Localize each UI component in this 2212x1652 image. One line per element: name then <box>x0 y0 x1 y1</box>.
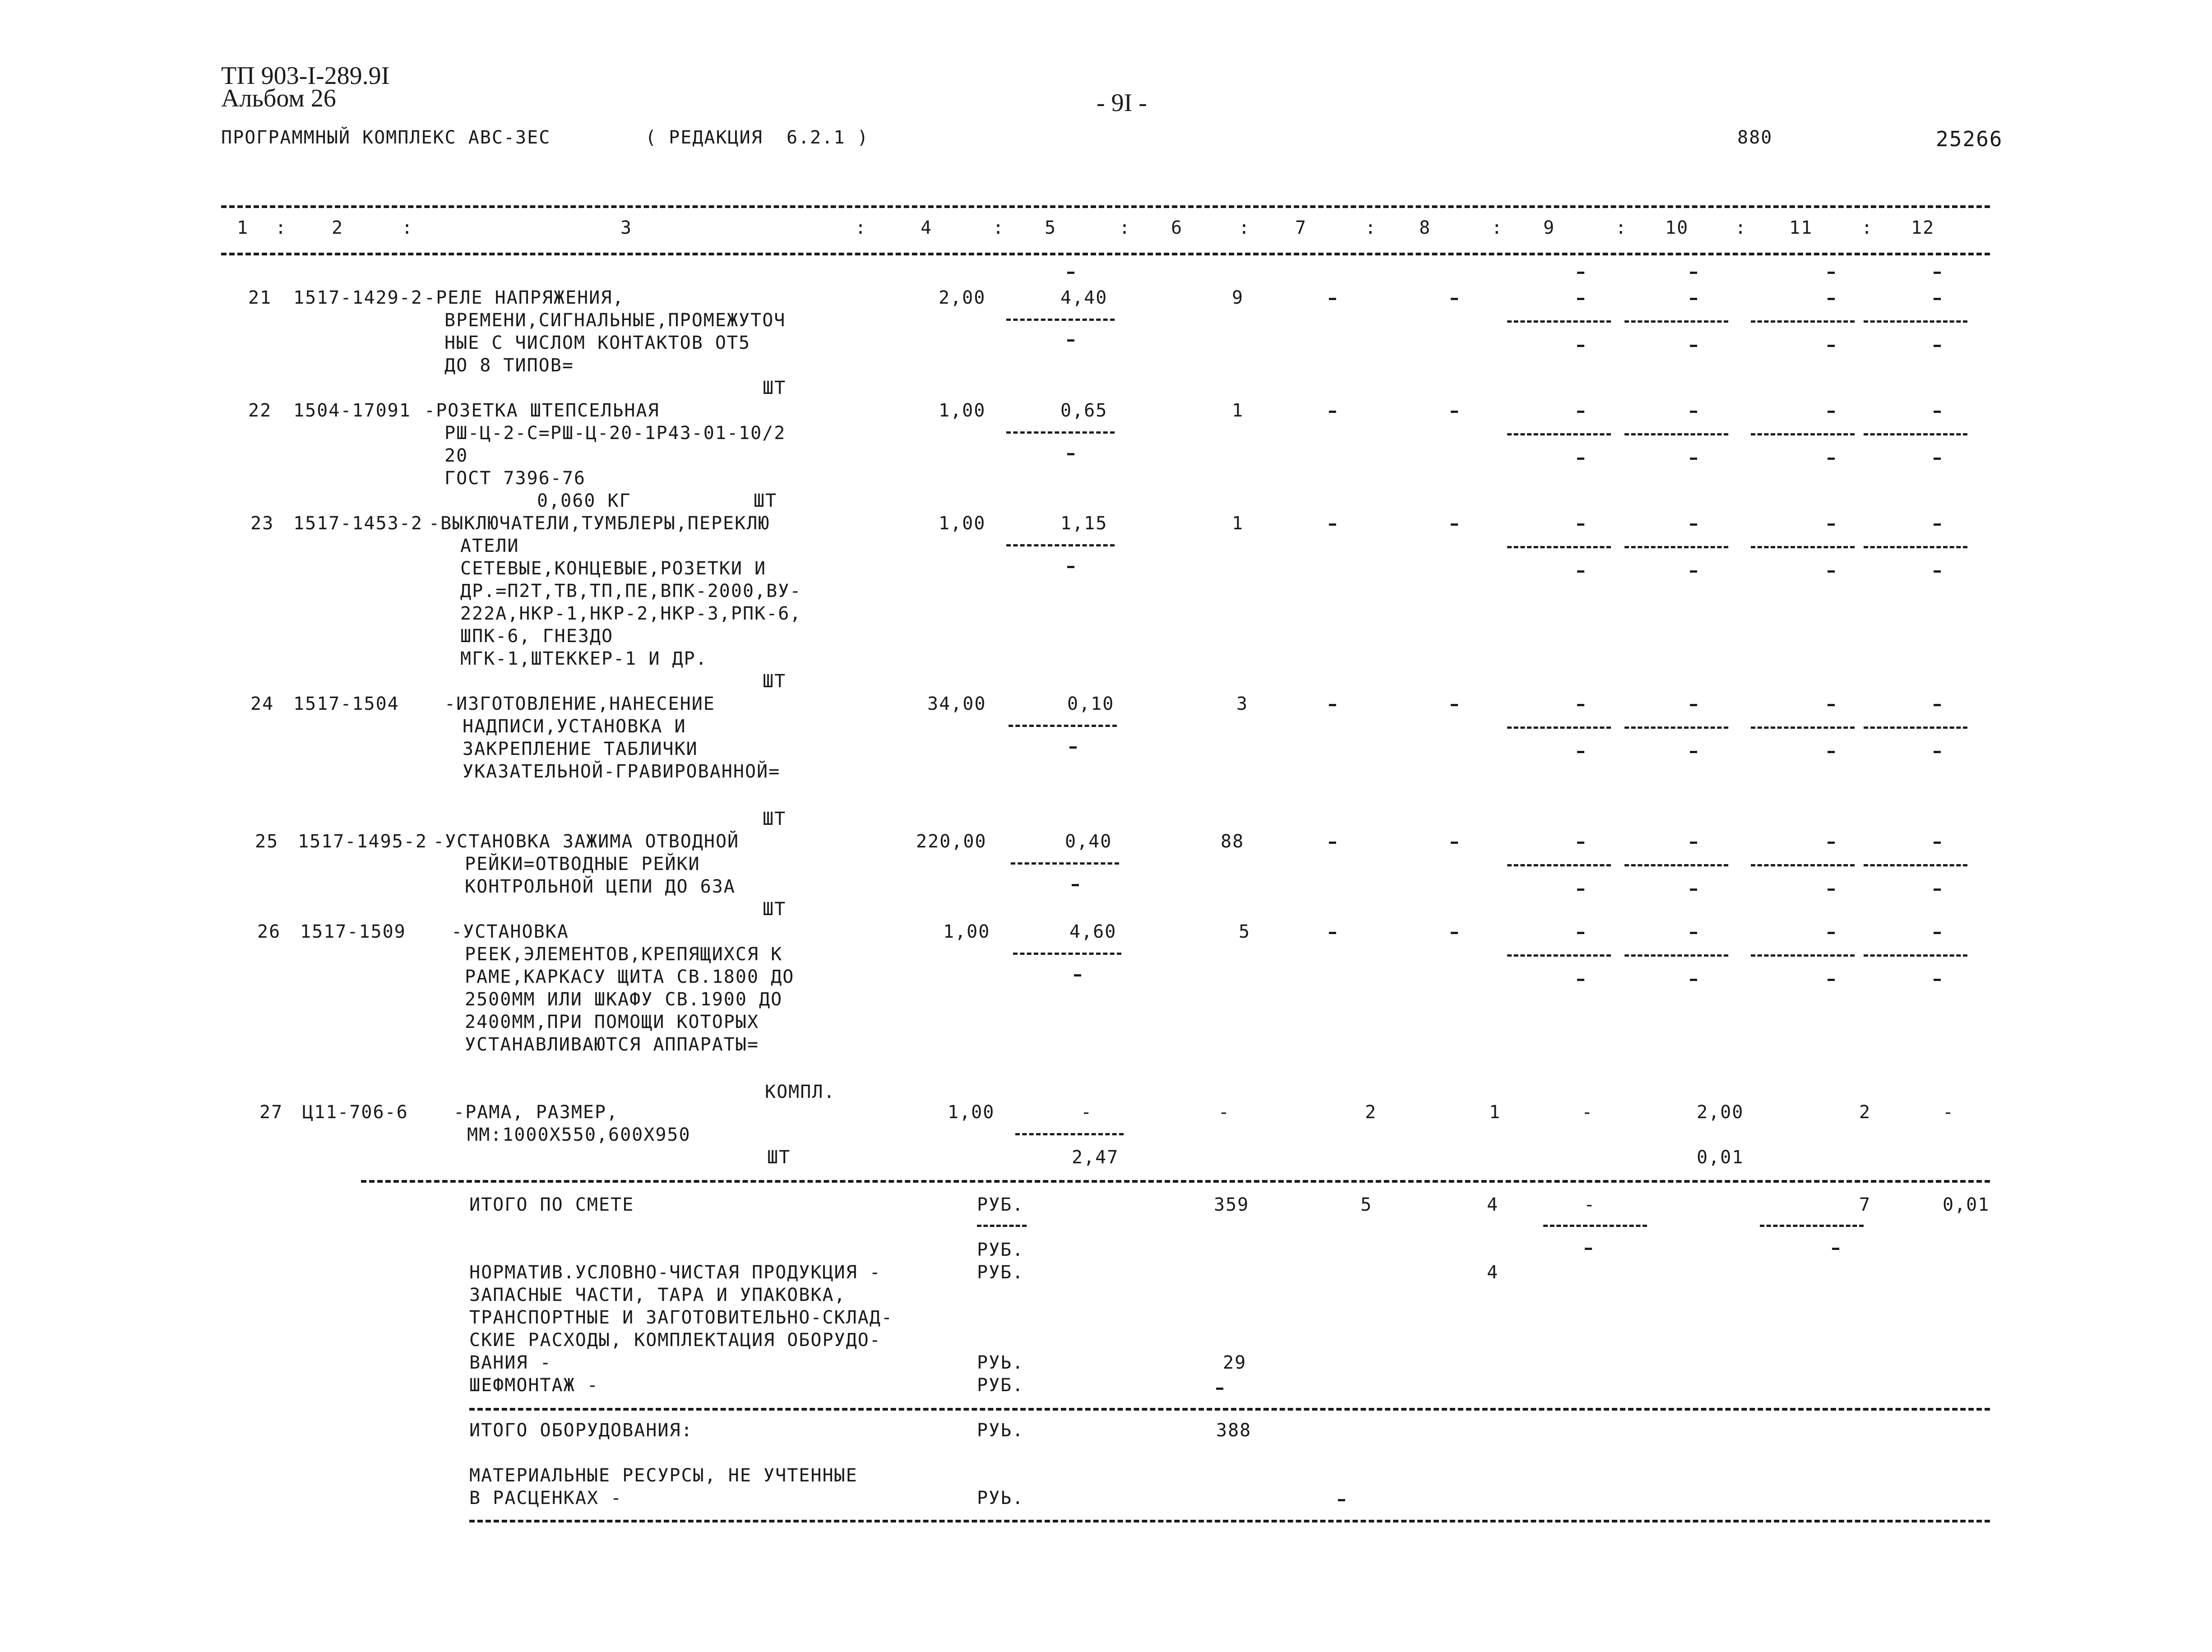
row-description-line: РЕЕК,ЭЛЕМЕНТОВ,КРЕПЯЩИХСЯ К <box>465 944 783 965</box>
dash-mark <box>1451 298 1458 300</box>
row-code: 1517-1453-2 <box>293 513 423 534</box>
dash-mark <box>1072 884 1079 886</box>
dash-rule <box>1507 433 1611 435</box>
dash-mark <box>1934 842 1941 844</box>
dash-mark <box>1690 888 1697 891</box>
dash-mark <box>1451 932 1458 934</box>
column-divider: : <box>275 217 287 238</box>
bottom-rule <box>469 1520 1990 1522</box>
row-unit: ШТ <box>763 378 787 398</box>
dash-mark <box>1338 1499 1345 1501</box>
row-description-line: НЫЕ С ЧИСЛОМ КОНТАКТОВ ОТ5 <box>444 333 751 353</box>
shefmontazh-label: ШЕФМОНТАЖ - <box>469 1375 599 1396</box>
equipment-total-label: ИТОГО ОБОРУДОВАНИЯ: <box>469 1420 693 1441</box>
row-dash-rule <box>1013 953 1121 955</box>
row-col6: 88 <box>1221 831 1245 852</box>
column-header: 7 <box>1295 217 1307 238</box>
row-unit: КОМПЛ. <box>765 1082 836 1102</box>
dash-rule <box>1864 864 1967 866</box>
equipment-total-rule <box>469 1408 1990 1411</box>
column-divider: : <box>993 217 1005 238</box>
dash-mark <box>1069 746 1077 749</box>
smeta-col9: - <box>1584 1194 1596 1215</box>
dash-mark <box>1690 345 1697 347</box>
dash-mark <box>1067 339 1074 342</box>
header-code-a: 880 <box>1737 127 1773 148</box>
row-code: 1517-1504 <box>293 694 399 714</box>
dash-mark <box>1577 888 1584 891</box>
dash-mark <box>1934 272 1941 274</box>
row-description-line: 20 <box>444 445 468 466</box>
header-code-b: 25266 <box>1936 127 2003 151</box>
dash-mark <box>1451 704 1458 706</box>
dash-rule <box>1864 320 1967 323</box>
column-header: 1 <box>237 217 249 238</box>
dash-mark <box>1828 704 1835 706</box>
equipment-total-col6: 388 <box>1216 1420 1252 1441</box>
row-dash-rule <box>1015 1133 1124 1135</box>
row-description-line: ШПК-6, ГНЕЗДО <box>460 626 614 647</box>
column-header: 11 <box>1789 217 1813 238</box>
column-header: 6 <box>1171 217 1183 238</box>
row-col9: - <box>1582 1102 1594 1123</box>
smeta-col6: 359 <box>1214 1194 1249 1215</box>
dash-mark <box>1828 345 1835 347</box>
dash-mark <box>1690 751 1697 753</box>
rub-unit: РУБ. <box>977 1375 1024 1396</box>
column-divider: : <box>1365 217 1377 238</box>
row-quantity: 2,00 <box>939 287 986 308</box>
dash-mark <box>1585 1248 1592 1250</box>
dash-mark <box>1690 704 1697 706</box>
dash-rule <box>1864 546 1967 548</box>
row-description-line: УСТАНАВЛИВАЮТСЯ АППАРАТЫ= <box>465 1034 759 1055</box>
dash-mark <box>1329 298 1336 300</box>
row-description-line: АТЕЛИ <box>460 536 519 556</box>
column-divider: : <box>1239 217 1251 238</box>
dash-mark <box>1832 1248 1839 1250</box>
row-quantity: 34,00 <box>927 694 986 714</box>
dash-mark <box>1451 411 1458 413</box>
row-description-line: -РЕЛЕ НАПРЯЖЕНИЯ, <box>424 287 625 308</box>
dash-mark <box>1934 345 1941 347</box>
dash-mark <box>1934 523 1941 526</box>
dash-mark <box>1067 566 1074 568</box>
row-col6: - <box>1218 1102 1231 1123</box>
row-price: 0,40 <box>1065 831 1112 852</box>
row-unit: ШТ <box>763 899 787 920</box>
header-bottom-rule <box>221 253 1990 255</box>
rub-unit: РУБ. <box>977 1240 1024 1260</box>
row-price: 1,15 <box>1060 513 1108 534</box>
dash-mark <box>1690 570 1697 573</box>
row-col6: 1 <box>1232 400 1244 421</box>
dash-mark <box>1577 704 1584 706</box>
dash-mark <box>1828 458 1835 460</box>
normativ-col8: 4 <box>1487 1262 1499 1283</box>
row-col8: 1 <box>1489 1102 1501 1123</box>
row-number: 27 <box>259 1102 283 1123</box>
column-header: 3 <box>620 217 633 238</box>
row-col10-b: 0,01 <box>1697 1147 1744 1168</box>
normativ-line: ЗАПАСНЫЕ ЧАСТИ, ТАРА И УПАКОВКА, <box>469 1285 846 1305</box>
row-code: 1517-1509 <box>300 921 406 942</box>
dash-mark <box>1934 751 1941 753</box>
row-code: 1517-1429-2 <box>293 287 423 308</box>
dash-mark <box>1577 570 1584 573</box>
dash-mark <box>1577 523 1584 526</box>
column-divider: : <box>1861 217 1874 238</box>
column-header: 2 <box>332 217 344 238</box>
rub-unit: РУБ. <box>977 1194 1024 1215</box>
row-col6: 1 <box>1232 513 1244 534</box>
dash-rule <box>1864 433 1967 435</box>
row-quantity: 1,00 <box>943 921 990 942</box>
row-col11: 2 <box>1859 1102 1871 1123</box>
dash-mark <box>1216 1388 1223 1390</box>
row-code: Ц11-706-6 <box>302 1102 408 1123</box>
row-description-line: КОНТРОЛЬНОЙ ЦЕПИ ДО 63А <box>465 876 736 897</box>
dash-mark <box>1828 411 1835 413</box>
dash-mark <box>1934 570 1941 573</box>
dash-mark <box>1690 842 1697 844</box>
dash-mark <box>1577 272 1584 274</box>
row-description-line: ЗАКРЕПЛЕНИЕ ТАБЛИЧКИ <box>463 739 698 759</box>
edition-label: ( РЕДАКЦИЯ 6.2.1 ) <box>645 127 869 148</box>
dash-mark <box>1934 458 1941 460</box>
row-description-line: ГОСТ 7396-76 <box>444 468 586 489</box>
dash-rule <box>1624 320 1728 323</box>
program-name: ПРОГРАММНЫЙ КОМПЛЕКС АВС-ЗЕС <box>221 127 551 148</box>
row-dash-rule <box>1006 544 1115 546</box>
dash-rule <box>1507 864 1611 866</box>
dash-rule <box>1751 954 1855 957</box>
row-price: - <box>1081 1102 1093 1123</box>
row-col6: 3 <box>1236 694 1249 714</box>
row-description-line: -ВЫКЛЮЧАТЕЛИ,ТУМБЛЕРЫ,ПЕРЕКЛЮ <box>429 513 770 534</box>
row-description-line: 2500ММ ИЛИ ШКАФУ СВ.1900 ДО <box>465 989 783 1010</box>
smeta-col12: 0,01 <box>1943 1194 1990 1215</box>
dash-mark <box>1690 298 1697 300</box>
rub-unit: РУЬ. <box>977 1352 1024 1373</box>
column-header: 4 <box>921 217 933 238</box>
rub-unit: РУЬ. <box>977 1420 1024 1441</box>
row-col6: 5 <box>1239 921 1251 942</box>
row-unit: ШТ <box>763 809 787 829</box>
dash-rule <box>1507 546 1611 548</box>
row-description-line: 0,060 КГ <box>537 491 631 511</box>
dash-rule <box>1751 320 1855 323</box>
col9-rule <box>1543 1225 1647 1227</box>
smeta-col11: 7 <box>1859 1194 1871 1215</box>
dash-mark <box>1828 523 1835 526</box>
dash-mark <box>1934 888 1941 891</box>
col11-rule <box>1760 1225 1864 1227</box>
row-col7: 2 <box>1365 1102 1377 1123</box>
album-label: Альбом 26 <box>221 84 336 112</box>
row-price-2: 2,47 <box>1072 1147 1119 1168</box>
dash-mark <box>1690 979 1697 981</box>
vaniya-col6: 29 <box>1223 1352 1247 1373</box>
row-description-line: ДО 8 ТИПОВ= <box>444 355 574 376</box>
row-col12: - <box>1943 1102 1955 1123</box>
row-number: 25 <box>255 831 279 852</box>
dash-mark <box>1577 411 1584 413</box>
dash-rule <box>1624 727 1728 729</box>
rub-unit: РУБ. <box>977 1262 1024 1283</box>
dash-mark <box>1690 523 1697 526</box>
row-dash-rule <box>1006 431 1115 434</box>
row-description-line: РЕЙКИ=ОТВОДНЫЕ РЕЙКИ <box>465 854 700 875</box>
row-number: 21 <box>248 287 272 308</box>
row-number: 24 <box>250 694 274 714</box>
row-dash-rule <box>1006 319 1115 321</box>
dash-rule <box>1507 954 1611 957</box>
normativ-line: ТРАНСПОРТНЫЕ И ЗАГОТОВИТЕЛЬНО-СКЛАД- <box>469 1307 893 1328</box>
dash-rule <box>1864 954 1967 957</box>
dash-rule <box>1507 320 1611 323</box>
totals-top-rule <box>361 1180 1990 1183</box>
row-price: 4,60 <box>1069 921 1117 942</box>
row-description-line: 222А,НКР-1,НКР-2,НКР-3,РПК-6, <box>460 603 802 624</box>
smeta-col7: 5 <box>1361 1194 1373 1215</box>
row-description-line: -РОЗЕТКА ШТЕПСЕЛЬНАЯ <box>424 400 660 421</box>
dash-rule <box>1507 727 1611 729</box>
dash-mark <box>1934 704 1941 706</box>
dash-mark <box>1577 979 1584 981</box>
row-col10: 2,00 <box>1697 1102 1744 1123</box>
page-number: - 9I - <box>1097 89 1147 117</box>
row-description-line: -ИЗГОТОВЛЕНИЕ,НАНЕСЕНИЕ <box>444 694 715 714</box>
dash-mark <box>1329 842 1336 844</box>
material-line: В РАСЦЕНКАХ - <box>469 1488 623 1509</box>
row-description-line: -УСТАНОВКА <box>451 921 569 942</box>
dash-mark <box>1451 842 1458 844</box>
dash-mark <box>1690 272 1697 274</box>
dash-mark <box>1690 932 1697 934</box>
column-divider: : <box>855 217 867 238</box>
dash-mark <box>1828 888 1835 891</box>
column-divider: : <box>1491 217 1504 238</box>
dash-mark <box>1828 570 1835 573</box>
dash-mark <box>1329 932 1336 934</box>
dash-rule <box>1751 727 1855 729</box>
dash-mark <box>1934 298 1941 300</box>
dash-mark <box>1934 411 1941 413</box>
dash-rule <box>1864 727 1967 729</box>
normativ-line: ВАНИЯ - <box>469 1352 552 1373</box>
row-code: 1504-17091 <box>293 400 411 421</box>
row-description-line: РШ-Ц-2-С=РШ-Ц-20-1Р43-01-10/2 <box>444 423 786 444</box>
column-divider: : <box>402 217 414 238</box>
dash-rule <box>1751 864 1855 866</box>
dash-mark <box>1329 411 1336 413</box>
dash-mark <box>1067 272 1074 274</box>
dash-mark <box>1577 751 1584 753</box>
row-number: 26 <box>257 921 281 942</box>
dash-mark <box>1577 932 1584 934</box>
dash-mark <box>1828 272 1835 274</box>
row-description-line: УКАЗАТЕЛЬНОЙ-ГРАВИРОВАННОЙ= <box>463 761 781 782</box>
row-price: 4,40 <box>1060 287 1108 308</box>
dash-mark <box>1828 842 1835 844</box>
dash-mark <box>1828 979 1835 981</box>
dash-rule <box>1624 433 1728 435</box>
row-code: 1517-1495-2 <box>298 831 427 852</box>
row-description-line: 2400ММ,ПРИ ПОМОЩИ КОТОРЫХ <box>465 1012 759 1032</box>
column-divider: : <box>1615 217 1628 238</box>
column-header: 10 <box>1665 217 1689 238</box>
row-unit: ШТ <box>754 491 777 511</box>
dash-mark <box>1828 298 1835 300</box>
row-description-line: МГК-1,ШТЕККЕР-1 И ДР. <box>460 648 708 669</box>
row-price: 0,65 <box>1060 400 1108 421</box>
row-quantity: 1,00 <box>939 400 986 421</box>
column-header: 5 <box>1045 217 1057 238</box>
dash-rule <box>1624 864 1728 866</box>
row-number: 23 <box>250 513 274 534</box>
row-quantity: 220,00 <box>916 831 987 852</box>
rub-rule <box>977 1225 1027 1227</box>
dash-mark <box>1577 458 1584 460</box>
dash-mark <box>1828 932 1835 934</box>
row-quantity: 1,00 <box>939 513 986 534</box>
row-description-line: ДР.=П2Т,ТВ,ТП,ПЕ,ВПК-2000,ВУ- <box>460 581 802 602</box>
dash-mark <box>1577 345 1584 347</box>
smeta-col8: 4 <box>1487 1194 1499 1215</box>
normativ-line: НОРМАТИВ.УСЛОВНО-ЧИСТАЯ ПРОДУКЦИЯ - <box>469 1262 881 1283</box>
row-description-line: ММ:1000Х550,600Х950 <box>467 1124 691 1145</box>
dash-mark <box>1067 453 1074 455</box>
table-top-rule <box>221 205 1990 208</box>
row-unit: ШТ <box>767 1147 791 1168</box>
dash-rule <box>1624 546 1728 548</box>
rub-unit: РУЬ. <box>977 1488 1024 1509</box>
normativ-line: СКИЕ РАСХОДЫ, КОМПЛЕКТАЦИЯ ОБОРУДО- <box>469 1330 881 1351</box>
column-header: 12 <box>1911 217 1935 238</box>
dash-mark <box>1577 298 1584 300</box>
document-code: ТП 903-I-289.9I <box>221 62 390 90</box>
row-unit: ШТ <box>763 671 787 692</box>
row-description-line: ВРЕМЕНИ,СИГНАЛЬНЫЕ,ПРОМЕЖУТОЧ <box>444 310 786 331</box>
dash-rule <box>1751 546 1855 548</box>
dash-mark <box>1451 523 1458 526</box>
dash-mark <box>1577 842 1584 844</box>
dash-mark <box>1934 979 1941 981</box>
dash-rule <box>1624 954 1728 957</box>
dash-mark <box>1690 411 1697 413</box>
row-description-line: СЕТЕВЫЕ,КОНЦЕВЫЕ,РОЗЕТКИ И <box>460 558 767 579</box>
column-divider: : <box>1119 217 1131 238</box>
dash-mark <box>1690 458 1697 460</box>
row-number: 22 <box>248 400 272 421</box>
row-dash-rule <box>1011 862 1119 865</box>
column-header: 9 <box>1543 217 1555 238</box>
column-header: 8 <box>1419 217 1431 238</box>
row-description-line: НАДПИСИ,УСТАНОВКА И <box>463 716 686 737</box>
dash-mark <box>1074 974 1081 976</box>
dash-mark <box>1329 704 1336 706</box>
row-description-line: РАМЕ,КАРКАСУ ЩИТА СВ.1800 ДО <box>465 967 795 987</box>
row-quantity: 1,00 <box>948 1102 995 1123</box>
dash-mark <box>1934 932 1941 934</box>
dash-mark <box>1828 751 1835 753</box>
material-line: МАТЕРИАЛЬНЫЕ РЕСУРСЫ, НЕ УЧТЕННЫЕ <box>469 1465 858 1486</box>
row-description-line: -РАМА, РАЗМЕР, <box>454 1102 619 1123</box>
row-dash-rule <box>1009 725 1117 727</box>
smeta-total-label: ИТОГО ПО СМЕТЕ <box>469 1194 634 1215</box>
row-description-line: -УСТАНОВКА ЗАЖИМА ОТВОДНОЙ <box>433 831 740 852</box>
row-price: 0,10 <box>1067 694 1115 714</box>
column-divider: : <box>1735 217 1747 238</box>
row-col6: 9 <box>1232 287 1244 308</box>
dash-rule <box>1751 433 1855 435</box>
dash-mark <box>1329 523 1336 526</box>
